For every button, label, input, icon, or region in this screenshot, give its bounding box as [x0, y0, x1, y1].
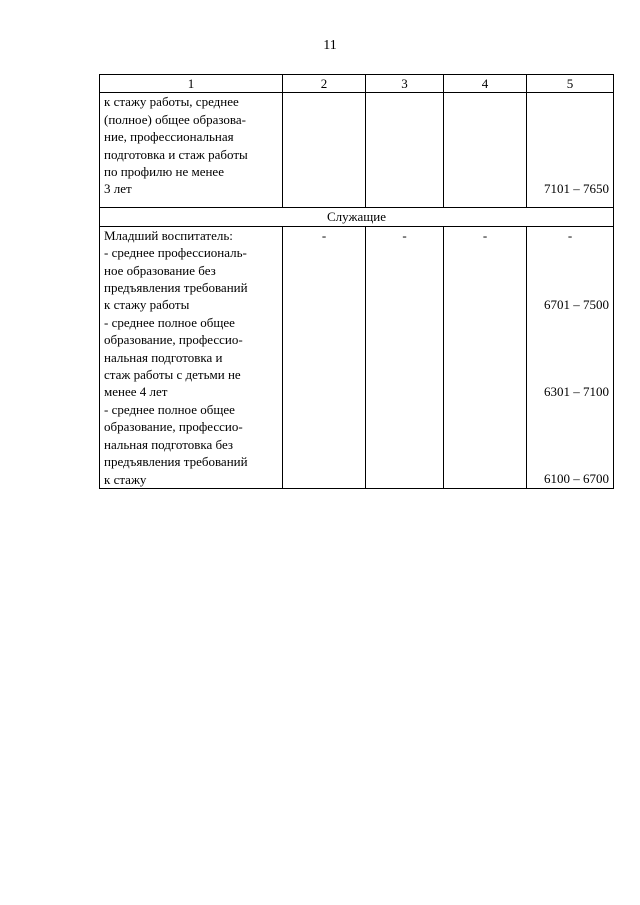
header-col-2: 2: [283, 75, 366, 93]
row1-col5: [527, 93, 614, 208]
row1-col2: [283, 93, 366, 208]
page-number: 11: [323, 38, 337, 53]
row2-col3: -: [366, 226, 444, 488]
row2-salary-range-3: 6100 – 6700: [544, 471, 609, 487]
table-row: [100, 226, 614, 488]
row2-description: Младший воспитатель: - среднее профессиональ- ное образование без предъявления требований к стажу работы - среднее полное общее образование, профессио- нальная подготовка и стаж работы с детьми не менее 4 лет - среднее полное общее образование, профессио- нальная подготовка без предъявления требований к стажу: [100, 226, 283, 488]
row1-salary-range: 7101 – 7650: [544, 181, 609, 197]
table-row: [100, 93, 614, 208]
table-header-row: [100, 75, 614, 93]
header-col-1: 1: [100, 75, 283, 93]
row2-col2: -: [283, 226, 366, 488]
section-title: Служащие: [100, 208, 614, 226]
row2-col5: [527, 226, 614, 488]
row1-description: к стажу работы, среднее (полное) общее образова- ние, профессиональная подготовка и стаж работы по профилю не менее 3 лет: [100, 93, 283, 208]
header-col-3: 3: [366, 75, 444, 93]
row2-salary-range-2: 6301 – 7100: [544, 384, 609, 400]
header-col-4: 4: [444, 75, 527, 93]
row1-col3: [366, 93, 444, 208]
salary-table: [99, 74, 614, 489]
row2-salary-range-1: 6701 – 7500: [544, 297, 609, 313]
row1-col4: [444, 93, 527, 208]
header-col-5: 5: [527, 75, 614, 93]
row2-col4: -: [444, 226, 527, 488]
section-row: [100, 208, 614, 226]
row2-col5-dash: -: [567, 227, 573, 243]
